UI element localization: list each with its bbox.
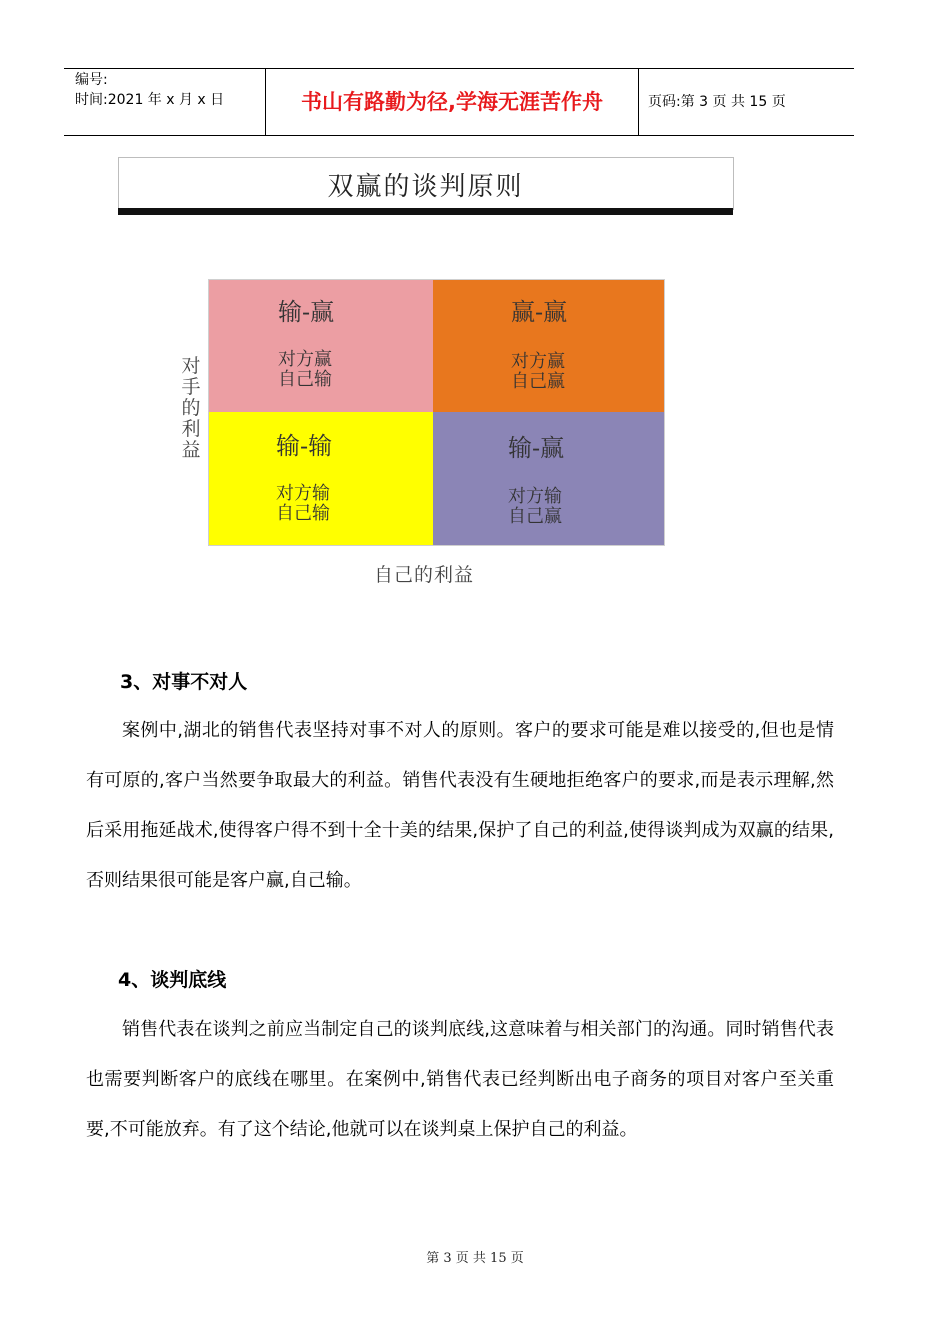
header-page-number: 页码:第 3 页 共 15 页 <box>648 94 786 110</box>
header-divider <box>638 68 639 135</box>
quadrant-lose-win-self <box>433 412 664 545</box>
section-paragraph: 案例中,湖北的销售代表坚持对事不对人的原则。客户的要求可能是难以接受的,但也是情有可原的,客户当然要争取最大的利益。销售代表没有生硬地拒绝客户的要求,而是表示理解,然后采用拖延战术,使得客户得不到十全十美的结果,保护了自己的利益,使得谈判成为双赢的结果,否则结果很可能是客户赢,自己输。 <box>86 720 834 891</box>
document-number-label: 编号: <box>75 72 108 88</box>
quadrant-title: 输-赢 <box>278 298 335 326</box>
quadrant-line: 自己赢 <box>511 371 565 392</box>
quadrant-title: 输-赢 <box>508 434 565 462</box>
quadrant-line: 自己赢 <box>508 506 562 527</box>
document-time-label: 时间:2021 年 x 月 x 日 <box>75 92 225 108</box>
y-axis-text: 对手的利益 <box>181 355 201 461</box>
section-paragraph: 销售代表在谈判之前应当制定自己的谈判底线,这意味着与相关部门的沟通。同时销售代表也需要判断客户的底线在哪里。在案例中,销售代表已经判断出电子商务的项目对客户至关重要,不可能放弃。有了这个结论,他就可以在谈判桌上保护自己的利益。 <box>86 1019 834 1140</box>
figure-x-axis-label: 自己的利益 <box>374 564 475 586</box>
section-heading: 4、谈判底线 <box>118 969 227 991</box>
figure-title-underline <box>118 208 733 215</box>
section-heading: 3、对事不对人 <box>120 671 248 693</box>
header-top-rule <box>64 68 854 69</box>
quadrant-line: 对方赢 <box>511 351 565 372</box>
quadrant-lose-win <box>209 280 433 412</box>
header-motto: 书山有路勤为径,学海无涯苦作舟 <box>301 90 603 114</box>
quadrant-title: 输-输 <box>276 432 333 460</box>
page-footer: 第 3 页 共 15 页 <box>426 1251 524 1266</box>
quadrant-line: 对方赢 <box>278 349 332 370</box>
quadrant-line: 对方输 <box>508 486 562 507</box>
header-bottom-rule <box>64 135 854 136</box>
quadrant-line: 自己输 <box>276 503 330 524</box>
quadrant-win-win <box>433 280 664 412</box>
quadrant-line: 自己输 <box>278 369 332 390</box>
figure-y-axis-label <box>180 356 202 461</box>
figure-title: 双赢的谈判原则 <box>327 172 524 202</box>
win-win-matrix <box>208 279 665 546</box>
quadrant-line: 对方输 <box>276 483 330 504</box>
quadrant-title: 赢-赢 <box>511 298 568 326</box>
quadrant-lose-lose <box>209 412 433 545</box>
